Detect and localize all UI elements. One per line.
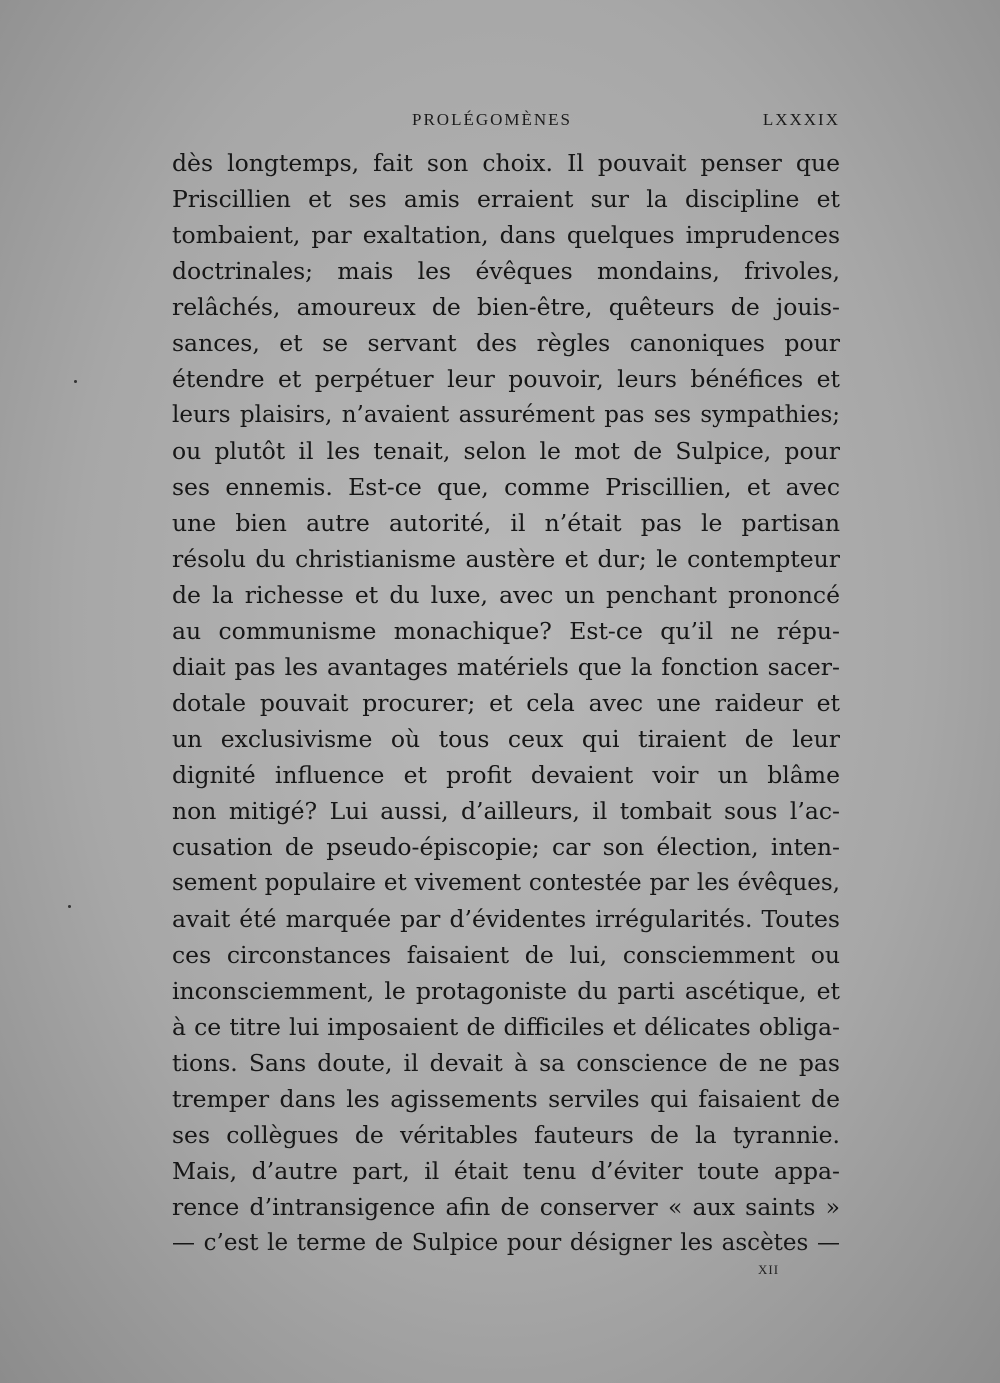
paper-speck: [74, 380, 77, 383]
text-line: Priscillien et ses amis erraient sur la discipline et: [172, 185, 840, 213]
running-head: [172, 110, 840, 134]
text-line: à ce titre lui imposaient de difficiles et délicates obliga-: [172, 1013, 840, 1041]
text-line: dotale pouvait procurer; et cela avec une raideur et: [172, 689, 840, 717]
text-line: étendre et perpétuer leur pouvoir, leurs bénéfices et: [172, 365, 840, 393]
text-line: une bien autre autorité, il n’était pas le partisan: [172, 509, 840, 537]
text-line: ses ennemis. Est-ce que, comme Priscillien, et avec: [172, 473, 840, 501]
text-line: ces circonstances faisaient de lui, consciemment ou: [172, 941, 840, 969]
text-line: ses collègues de véritables fauteurs de la tyrannie.: [172, 1121, 840, 1149]
text-line: doctrinales; mais les évêques mondains, frivoles,: [172, 257, 840, 285]
body-text: [172, 145, 840, 1261]
text-line: résolu du christianisme austère et dur; le contempteur: [172, 545, 840, 573]
text-line: Mais, d’autre part, il était tenu d’éviter toute appa-: [172, 1157, 840, 1185]
text-line: un exclusivisme où tous ceux qui tiraient de leur: [172, 725, 840, 753]
text-line: inconsciemment, le protagoniste du parti ascétique, et: [172, 977, 840, 1005]
text-line: leurs plaisirs, n’avaient assurément pas ses sympathies;: [172, 402, 840, 428]
text-line: dignité influence et profit devaient voir un blâme: [172, 761, 840, 789]
running-title: PROLÉGOMÈNES: [412, 110, 573, 129]
text-line: rence d’intransigence afin de conserver « aux saints »: [172, 1193, 840, 1221]
text-line: relâchés, amoureux de bien-être, quêteurs de jouis-: [172, 293, 840, 321]
text-line: dès longtemps, fait son choix. Il pouvait penser que: [172, 149, 840, 177]
text-line: tombaient, par exaltation, dans quelques imprudences: [172, 221, 840, 249]
text-line: de la richesse et du luxe, avec un penchant prononcé: [172, 581, 840, 609]
text-line: cusation de pseudo-épiscopie; car son élection, inten-: [172, 833, 840, 861]
text-line: ou plutôt il les tenait, selon le mot de Sulpice, pour: [172, 437, 840, 465]
text-line: tions. Sans doute, il devait à sa conscience de ne pas: [172, 1049, 840, 1077]
text-line: — c’est le terme de Sulpice pour désigner les ascètes —: [172, 1230, 840, 1256]
page-number: LXXXIX: [762, 110, 840, 129]
text-line: avait été marquée par d’évidentes irrégularités. Toutes: [172, 905, 840, 933]
text-line: diait pas les avantages matériels que la fonction sacer-: [172, 653, 840, 681]
text-line: tremper dans les agissements serviles qui faisaient de: [172, 1085, 840, 1113]
signature-mark: XII: [758, 1262, 780, 1277]
paper-speck: [68, 905, 71, 908]
text-line: sances, et se servant des règles canoniques pour: [172, 329, 840, 357]
text-line: non mitigé? Lui aussi, d’ailleurs, il tombait sous l’ac-: [172, 797, 840, 825]
text-line: sement populaire et vivement contestée par les évêques,: [172, 870, 840, 896]
text-line: au communisme monachique? Est-ce qu’il ne répu-: [172, 617, 840, 645]
